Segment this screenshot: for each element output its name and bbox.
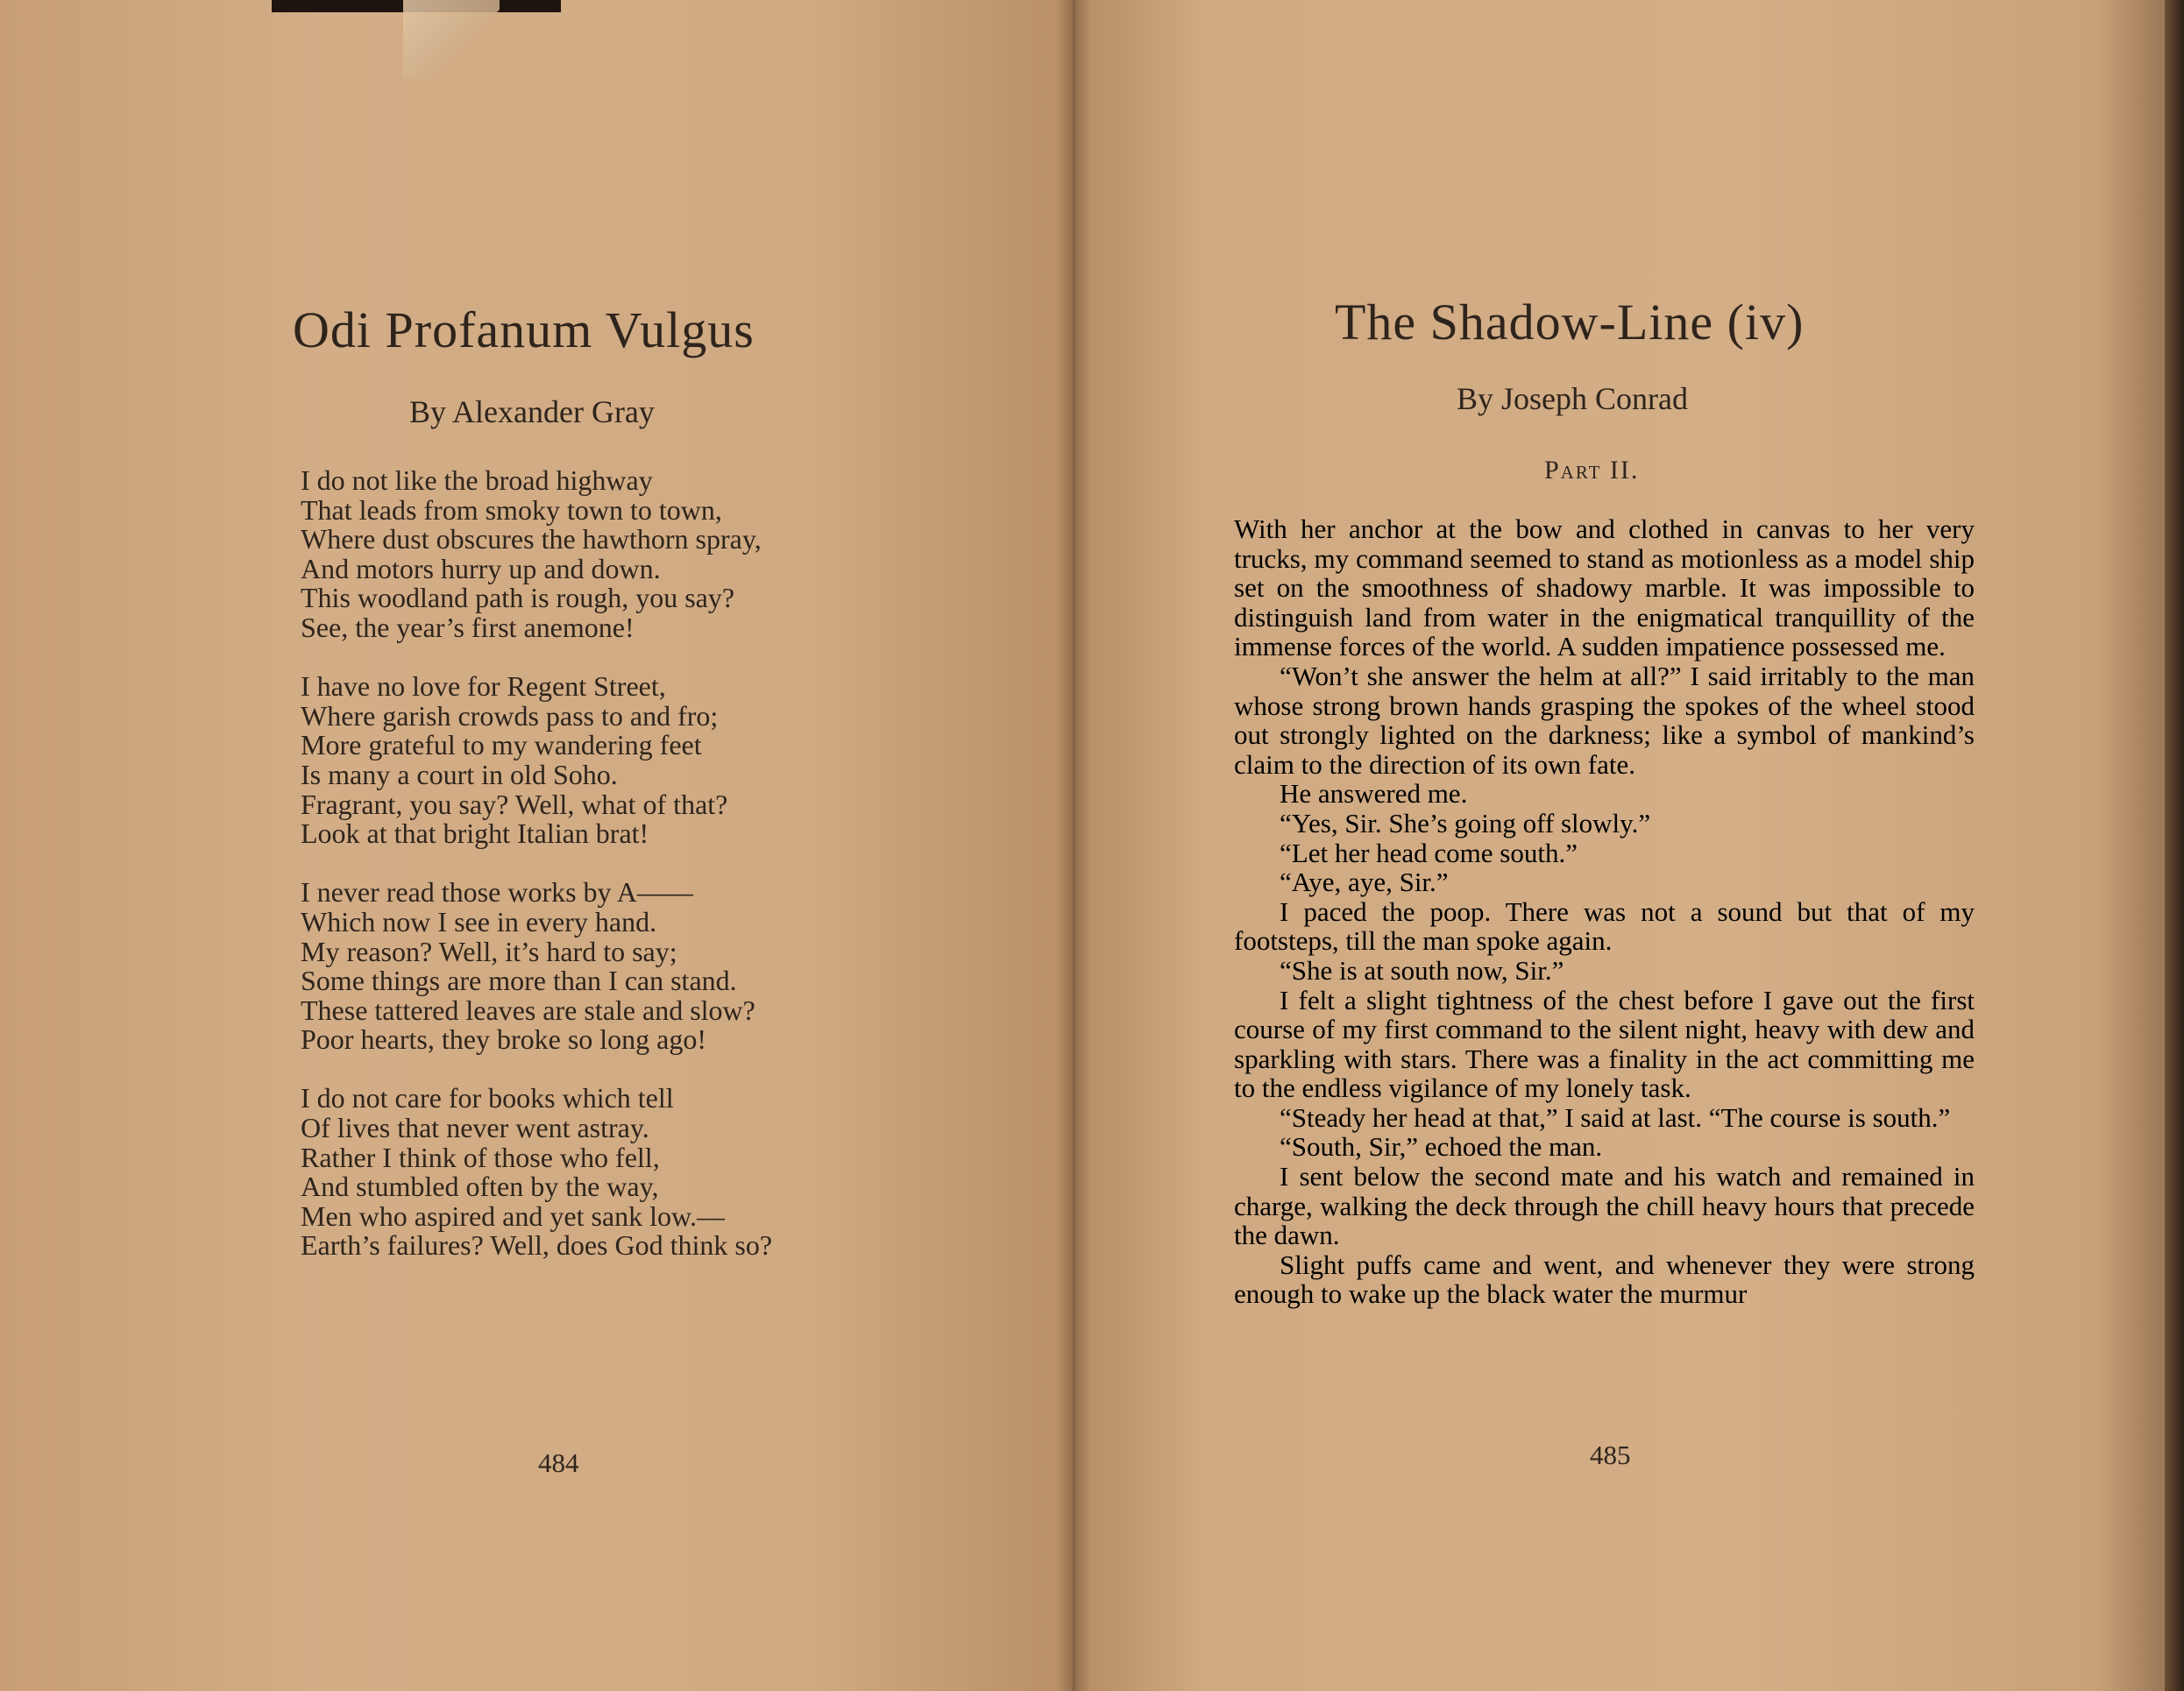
poem-line: That leads from smoky town to town, (301, 493, 722, 526)
paragraph: “South, Sir,” echoed the man. (1280, 1131, 1603, 1163)
paragraph: “Let her head come south.” (1280, 837, 1578, 868)
poem-line: And stumbled often by the way, (301, 1171, 659, 1203)
poem-line: Earth’s failures? Well, does God think so? (301, 1229, 773, 1262)
poem-title: Odi Profanum Vulgus (293, 301, 755, 358)
poem-line: Look at that bright Italian brat! (301, 817, 649, 850)
story-body (1234, 514, 1975, 1309)
poem-line: This woodland path is rough, you say? (301, 582, 735, 614)
poem-line: My reason? Well, it’s hard to say; (301, 935, 677, 967)
story-title: The Shadow-Line (iv) (1335, 294, 1805, 350)
paragraph: “Steady her head at that,” I said at last. “The course is south.” (1280, 1101, 1951, 1133)
poem-stanza (301, 466, 932, 643)
paragraph: “Yes, Sir. She’s going off slowly.” (1280, 807, 1651, 838)
poem-line: Of lives that never went astray. (301, 1112, 649, 1144)
poem-line: Poor hearts, they broke so long ago! (301, 1023, 707, 1056)
poem-line: I never read those works by A—— (301, 876, 693, 909)
poem-stanza (301, 878, 932, 1055)
page-number-right: 485 (1590, 1440, 1631, 1470)
poem-line: Is many a court in old Soho. (301, 758, 618, 790)
poem-line: See, the year’s first anemone! (301, 611, 635, 643)
paragraph: I felt a slight tightness of the chest before I gave out the first course of my first command to the silent night, heavy with dew and sparkling with stars. There was a finality in the act committing me to the endless vigilance of my lonely task. (1234, 984, 1975, 1104)
part-heading: Part II. (1544, 456, 1640, 485)
poem-line: Fragrant, you say? Well, what of that? (301, 788, 728, 820)
poem-line: These tattered leaves are stale and slow? (301, 994, 755, 1026)
torn-corner (403, 0, 500, 79)
paragraph: He answered me. (1280, 778, 1468, 810)
poem-line: Which now I see in every hand. (301, 905, 657, 937)
paragraph: I sent below the second mate and his watch and remained in charge, walking the deck through the chill heavy hours that precede the dawn. (1234, 1161, 1975, 1251)
poem-line: I do not like the broad highway (301, 464, 653, 496)
paragraph: “Won’t she answer the helm at all?” I said irritably to the man whose strong brown hands grasping the spokes of the wheel stood out strongly lighted on the darkness; like a symbol of mankind’s claim to the direction of its own fate. (1234, 660, 1975, 780)
poem-line: Men who aspired and yet sank low.— (301, 1199, 726, 1232)
left-page (0, 0, 1074, 1691)
poem-line: I do not care for books which tell (301, 1082, 674, 1114)
poem-line: Some things are more than I can stand. (301, 965, 737, 997)
poem-body (301, 466, 932, 1291)
paragraph: With her anchor at the bow and clothed in canvas to her very trucks, my command seemed to stand as motionless as a model ship set on the smoothness of shadowy marble. It was impossible to distinguish land from water in the enigmatical tranquillity of the immense forces of the world. A sudden impatience possessed me. (1234, 513, 1975, 662)
poem-stanza (301, 1084, 932, 1261)
poem-byline: By Alexander Gray (409, 394, 655, 429)
poem-line: I have no love for Regent Street, (301, 670, 666, 703)
poem-line: Rather I think of those who fell, (301, 1141, 660, 1173)
poem-line: And motors hurry up and down. (301, 552, 661, 584)
paragraph: Slight puffs came and went, and whenever they were strong enough to wake up the black water the murmur (1234, 1249, 1975, 1310)
poem-line: Where garish crowds pass to and fro; (301, 699, 719, 732)
poem-line: Where dust obscures the hawthorn spray, (301, 523, 762, 555)
poem-stanza (301, 672, 932, 849)
poem-line: More grateful to my wandering feet (301, 729, 702, 761)
book-cover-edge (2165, 0, 2184, 1691)
paragraph: I paced the poop. There was not a sound but that of my footsteps, till the man spoke again. (1234, 895, 1975, 957)
story-byline: By Joseph Conrad (1457, 381, 1688, 416)
paragraph: “She is at south now, Sir.” (1280, 954, 1564, 986)
paragraph: “Aye, aye, Sir.” (1280, 867, 1449, 898)
page-number-left: 484 (538, 1447, 579, 1478)
